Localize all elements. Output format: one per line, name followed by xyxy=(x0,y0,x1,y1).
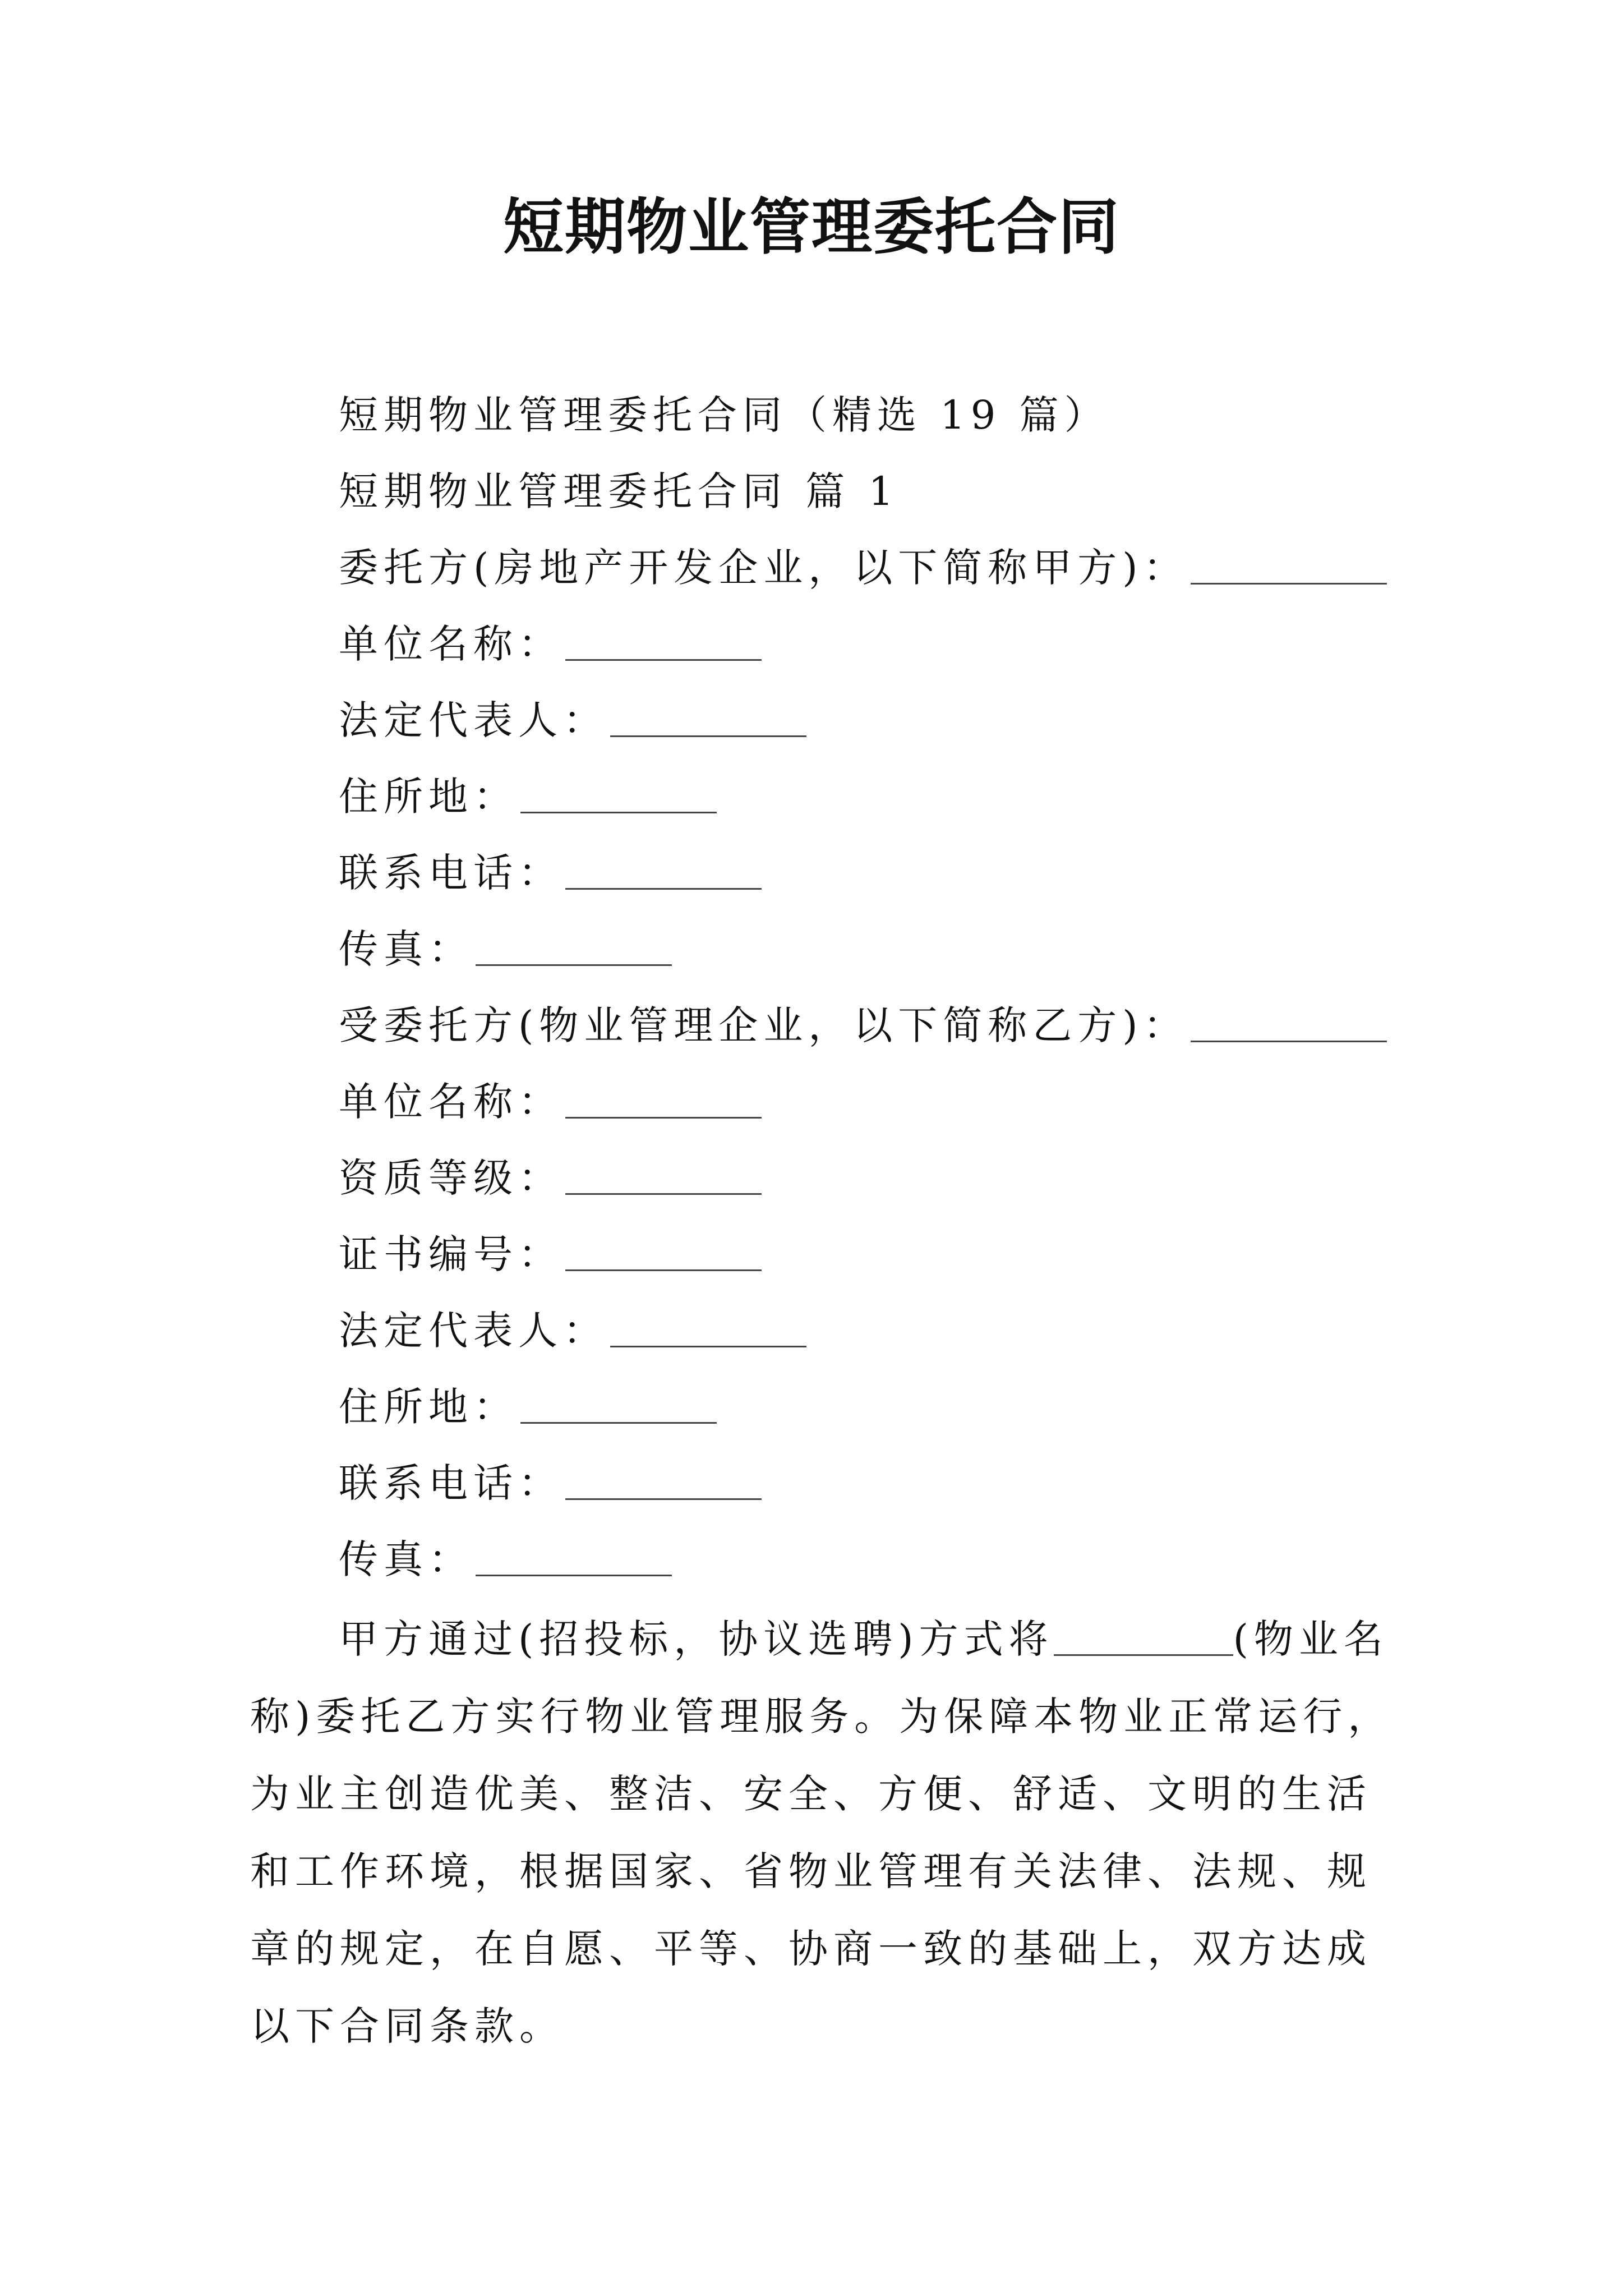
property-name-blank xyxy=(1054,1615,1233,1656)
party-b-blank xyxy=(1191,1001,1387,1042)
party-b-field-line xyxy=(339,1379,717,1435)
party-b-field-label: 传真： xyxy=(339,1536,473,1582)
party-a-field-label: 传真： xyxy=(339,926,473,972)
body-paragraph xyxy=(250,1600,1394,2065)
party-b-field-line xyxy=(339,1226,762,1282)
party-b-field-label: 证书编号： xyxy=(339,1231,563,1277)
party-b-field-label: 单位名称： xyxy=(339,1079,563,1125)
party-a-field-line xyxy=(339,616,762,672)
fill-in-blank xyxy=(520,1383,717,1424)
fill-in-blank xyxy=(476,1535,672,1576)
body-text-part2: (物业名称)委托乙方实行物业管理服务。为保障本物业正常运行，为业主创造优美、整洁、安全、方便、舒适、文明的生活和工作环境，根据国家、省物业管理有关法律、法规、规章的规定，在自愿、平等、协商一致的基础上，双方达成以下合同条款。 xyxy=(250,1616,1393,2049)
fill-in-blank xyxy=(610,1306,806,1347)
party-a-blank xyxy=(1191,544,1387,585)
party-b-field-label: 法定代表人： xyxy=(339,1308,608,1354)
party-b-intro: 受委托方(物业管理企业，以下简称乙方)： xyxy=(339,1002,1188,1048)
fill-in-blank xyxy=(476,925,672,966)
party-b-field-line xyxy=(339,1150,762,1206)
party-b-field-label: 资质等级： xyxy=(339,1155,563,1201)
section-heading: 短期物业管理委托合同 篇 1 xyxy=(339,468,900,514)
fill-in-blank xyxy=(520,772,717,813)
party-b-field-line xyxy=(339,1074,762,1130)
party-a-field-line xyxy=(339,692,806,748)
party-b-field-line xyxy=(339,1531,672,1588)
party-a-field-line xyxy=(339,921,672,977)
party-a-field-label: 法定代表人： xyxy=(339,697,608,743)
party-b-field-line xyxy=(339,1303,806,1359)
fill-in-blank xyxy=(565,1078,762,1119)
fill-in-blank xyxy=(565,1230,762,1271)
document-subtitle: 短期物业管理委托合同（精选 19 篇） xyxy=(339,392,1109,438)
party-a-intro-line xyxy=(339,540,1387,596)
party-b-field-line xyxy=(339,1455,762,1511)
fill-in-blank xyxy=(565,849,762,890)
fill-in-blank xyxy=(565,1459,762,1500)
body-text-part1: 甲方通过(招投标，协议选聘)方式将 xyxy=(339,1616,1054,1662)
party-b-field-label: 联系电话： xyxy=(339,1460,563,1506)
party-a-field-line xyxy=(339,769,717,825)
party-b-intro-line xyxy=(339,997,1387,1053)
party-a-field-line xyxy=(339,845,762,901)
party-a-field-label: 住所地： xyxy=(339,774,518,820)
party-a-field-label: 单位名称： xyxy=(339,621,563,667)
fill-in-blank xyxy=(565,1154,762,1195)
fill-in-blank xyxy=(565,620,762,661)
fill-in-blank xyxy=(610,696,806,737)
party-a-field-label: 联系电话： xyxy=(339,850,563,896)
document-title: 短期物业管理委托合同 xyxy=(502,192,1120,263)
party-a-intro: 委托方(房地产开发企业，以下简称甲方)： xyxy=(339,545,1188,591)
party-b-field-label: 住所地： xyxy=(339,1384,518,1430)
